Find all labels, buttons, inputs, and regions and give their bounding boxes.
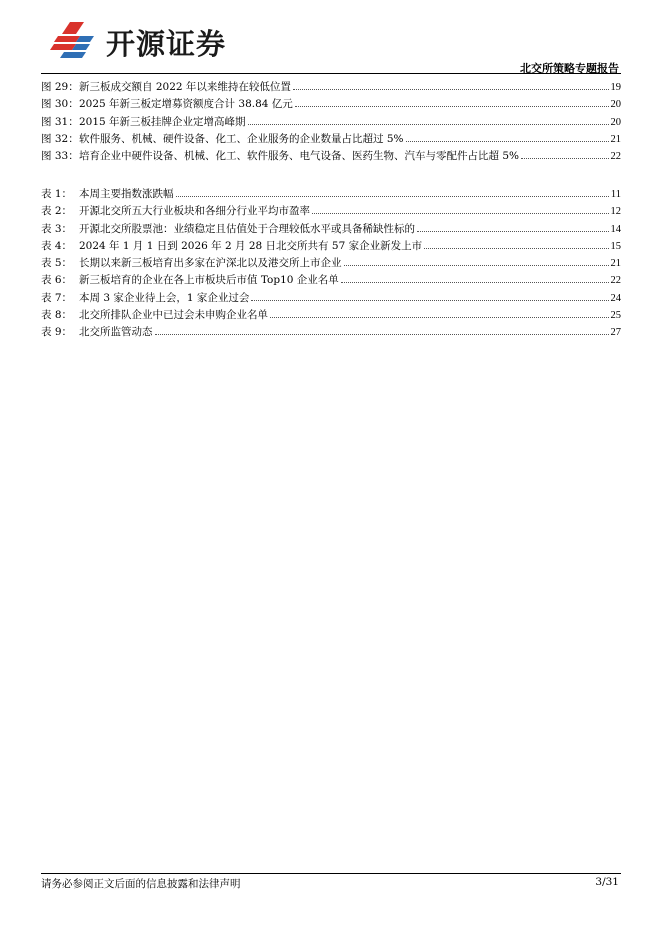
table-entry-number: 表 2： (41, 205, 73, 218)
table-entry-title: 开源北交所五大行业板块和各细分行业平均市盈率 (79, 205, 310, 218)
dot-leader (341, 282, 609, 283)
table-entry[interactable] (41, 203, 621, 220)
table-entry-number: 表 4： (41, 239, 73, 252)
table-entry-page: 12 (610, 206, 621, 218)
table-entry-page: 22 (610, 275, 621, 287)
table-entry-title: 2024 年 1 月 1 日到 2026 年 2 月 28 日北交所共有 57 家企业新发上市 (79, 239, 423, 252)
figure-entry-number: 图 31： (41, 115, 79, 128)
table-entry[interactable] (41, 238, 621, 255)
table-entry-page: 21 (610, 258, 621, 270)
figure-entry-number: 图 29： (41, 81, 79, 93)
table-entry[interactable] (41, 324, 621, 341)
figure-entry-page: 19 (610, 82, 621, 93)
table-entry-title: 开源北交所股票池：业绩稳定且估值处于合理较低水平或具备稀缺性标的 (79, 222, 415, 235)
table-entry-number: 表 7： (41, 291, 73, 304)
figure-entry-page: 21 (610, 133, 621, 145)
table-entry-page: 27 (610, 327, 621, 339)
table-entry-page: 24 (610, 292, 621, 304)
dot-leader (344, 265, 609, 266)
table-entry-title: 本周 3 家企业待上会，1 家企业过会 (79, 291, 250, 304)
figure-entry[interactable] (41, 114, 621, 131)
footer-divider (41, 873, 621, 874)
table-entry-title: 本周主要指数涨跌幅 (79, 188, 174, 200)
figure-entry-page: 20 (610, 116, 621, 128)
figure-entry-title: 2015 年新三板挂牌企业定增高峰期 (79, 115, 246, 128)
table-entry-number: 表 5： (41, 257, 73, 270)
figure-list (41, 79, 621, 165)
table-entry-title: 北交所监管动态 (79, 326, 153, 339)
figure-entry[interactable] (41, 96, 621, 113)
dot-leader (417, 231, 609, 232)
table-entry[interactable] (41, 272, 621, 289)
table-entry[interactable] (41, 290, 621, 307)
figure-entry-number: 图 30： (41, 98, 79, 111)
dot-leader (521, 158, 609, 159)
dot-leader (248, 124, 609, 125)
figure-entry-title: 2025 年新三板定增募资额度合计 38.84 亿元 (79, 98, 293, 111)
figure-entry-page: 20 (610, 99, 621, 111)
table-entry-title: 新三板培育的企业在各上市板块后市值 Top10 企业名单 (79, 274, 339, 287)
dot-leader (155, 334, 609, 335)
table-entry-number: 表 9： (41, 326, 73, 339)
figure-entry-title: 培育企业中硬件设备、机械、化工、软件服务、电气设备、医药生物、汽车与零配件占比超 5% (79, 150, 519, 163)
header-divider (41, 73, 621, 74)
table-entry-page: 14 (610, 223, 621, 235)
dot-leader (176, 196, 609, 197)
footer-disclaimer: 请务必参阅正文后面的信息披露和法律声明 (41, 878, 241, 890)
report-type-label: 北交所策略专题报告 (520, 62, 619, 75)
table-entry-number: 表 6： (41, 274, 73, 287)
table-entry[interactable] (41, 221, 621, 238)
table-entry-title: 北交所排队企业中已过会未申购企业名单 (79, 309, 268, 322)
figure-entry[interactable] (41, 131, 621, 148)
dot-leader (270, 317, 609, 318)
table-list (41, 186, 621, 342)
company-logo (50, 20, 250, 64)
dot-leader (293, 89, 609, 90)
logo-text: 开源证券 (106, 27, 227, 61)
figure-entry[interactable] (41, 148, 621, 165)
page-number: 3/31 (595, 876, 619, 888)
figure-entry-number: 图 33： (41, 150, 79, 163)
table-entry-number: 表 1： (41, 188, 73, 200)
table-entry-title: 长期以来新三板培育出多家在沪深北以及港交所上市企业 (79, 257, 342, 270)
table-entry-page: 15 (610, 240, 621, 252)
dot-leader (251, 300, 608, 301)
table-entry-number: 表 3： (41, 222, 73, 235)
table-entry-page: 11 (610, 189, 621, 200)
dot-leader (424, 248, 608, 249)
table-entry[interactable] (41, 307, 621, 324)
table-entry-page: 25 (610, 310, 621, 322)
table-entry-number: 表 8： (41, 309, 73, 322)
figure-entry[interactable] (41, 79, 621, 96)
table-entry[interactable] (41, 186, 621, 203)
dot-leader (295, 106, 609, 107)
table-entry[interactable] (41, 255, 621, 272)
dot-leader (312, 213, 609, 214)
figure-entry-title: 新三板成交额自 2022 年以来维持在较低位置 (79, 81, 291, 93)
dot-leader (406, 141, 609, 142)
figure-entry-title: 软件服务、机械、硬件设备、化工、企业服务的企业数量占比超过 5% (79, 132, 404, 145)
logo-mark-icon (50, 20, 98, 60)
figure-entry-page: 22 (610, 151, 621, 163)
figure-entry-number: 图 32： (41, 132, 79, 145)
